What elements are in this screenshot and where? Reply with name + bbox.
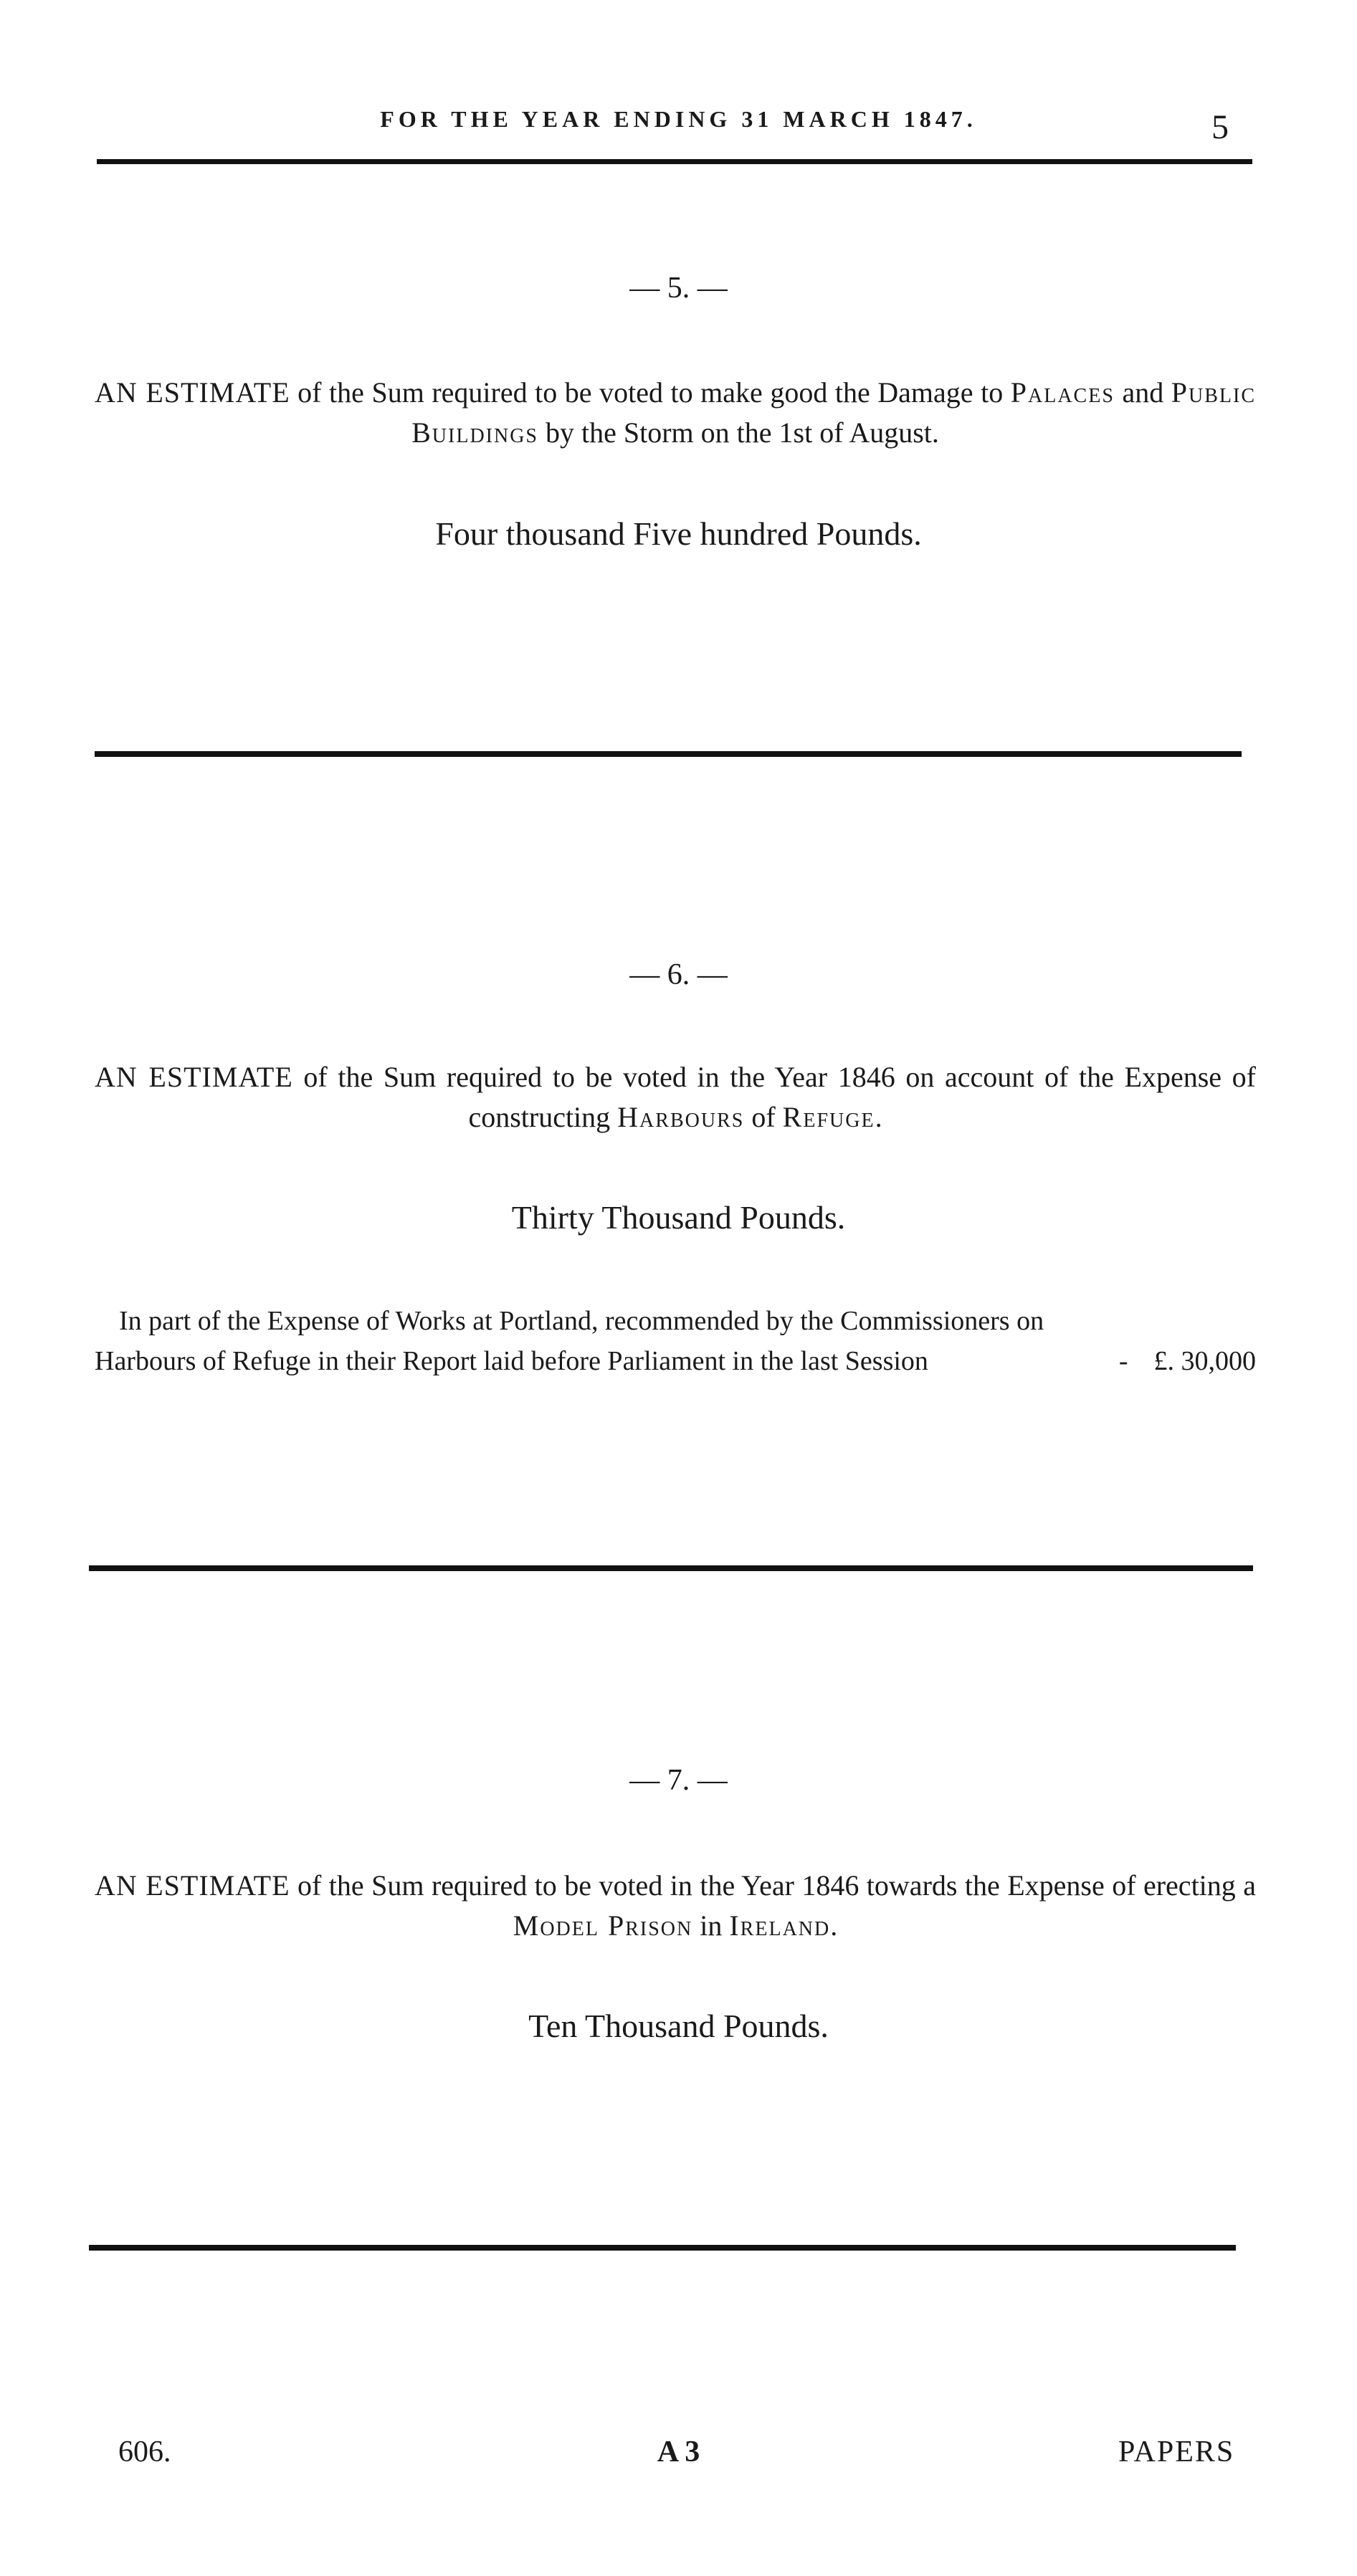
detail-text: In part of the Expense of Works at Portland, recommended by the Commissioners on: [119, 1306, 1044, 1336]
detail-line: [95, 1301, 1256, 1341]
detail-text: Harbours of Refuge in their Report laid before Parliament in the last Session: [95, 1346, 928, 1376]
estimate-text: of the Sum required to be voted to make good the Damage to: [290, 376, 1011, 409]
section-separator-rule: [89, 1565, 1253, 1571]
estimate-paragraph-6: [95, 1057, 1256, 1137]
footer-signature-mark: A 3: [657, 2436, 700, 2468]
section-number-6: — 6. —: [629, 958, 728, 991]
estimate-text: of the Sum required to be voted in the Year 1846 towards the Expense of erecting a: [290, 1869, 1257, 1902]
amount-5: Four thousand Five hundred Pounds.: [435, 515, 922, 552]
section-separator-rule: [95, 751, 1242, 757]
estimate-subject: Palaces: [1010, 376, 1115, 409]
estimate-text: in: [692, 1909, 730, 1942]
estimate-text: by the Storm on the 1st of August.: [538, 416, 939, 449]
header-rule: [97, 159, 1252, 164]
amount-7: Ten Thousand Pounds.: [528, 2008, 829, 2044]
estimate-text: of: [744, 1101, 783, 1133]
estimate-text: .: [875, 1101, 882, 1133]
detail-value: £. 30,000: [1153, 1346, 1256, 1376]
estimate-paragraph-5: [95, 373, 1256, 453]
estimate-text: and: [1114, 376, 1171, 409]
detail-paragraph-6: [95, 1301, 1256, 1381]
estimate-text: of the Sum required to be voted in the Year 1846 on account of the Expense of constructing: [292, 1061, 1257, 1133]
estimate-subject: Refuge: [782, 1101, 875, 1133]
section-number-5: — 5. —: [629, 272, 728, 305]
amount-6: Thirty Thousand Pounds.: [511, 1199, 846, 1236]
estimate-text: .: [830, 1909, 838, 1942]
section-separator-rule: [89, 2245, 1236, 2251]
estimate-lead: AN ESTIMATE: [95, 376, 290, 409]
estimate-subject: Ireland: [729, 1909, 831, 1942]
detail-line: [95, 1341, 1256, 1381]
estimate-subject: Model Prison: [513, 1909, 693, 1942]
estimate-lead: AN ESTIMATE: [95, 1061, 293, 1093]
section-number-7: — 7. —: [629, 1764, 728, 1797]
running-header-title: FOR THE YEAR ENDING 31 MARCH 1847.: [380, 106, 977, 132]
estimate-subject: Harbours: [617, 1101, 745, 1133]
estimate-lead: AN ESTIMATE: [95, 1869, 290, 1902]
footer-document-number: 606.: [118, 2436, 171, 2468]
estimate-subject: Public Buildings: [411, 376, 1256, 449]
page-number: 5: [1211, 108, 1229, 146]
leader-dash: -: [1118, 1346, 1128, 1376]
estimate-paragraph-7: [95, 1866, 1256, 1946]
footer-catchword: PAPERS: [1118, 2436, 1235, 2468]
